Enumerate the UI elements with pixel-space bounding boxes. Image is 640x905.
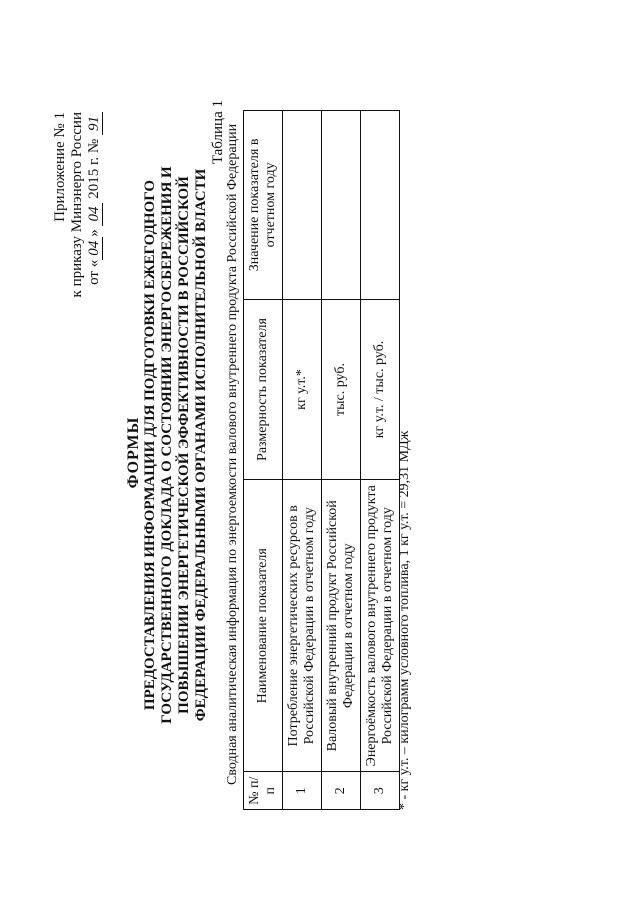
date-separator: » <box>86 225 102 237</box>
table-caption: Сводная аналитическая информация по энергоемкости валового внутреннего продукта Российской Федерации <box>225 123 240 785</box>
table-row <box>283 111 322 810</box>
row-num: 2 <box>322 772 361 810</box>
forms-title: ФОРМЫ <box>125 416 142 489</box>
row-value <box>283 111 322 300</box>
date-month: 04 <box>86 203 103 226</box>
date-day: 04 <box>86 237 103 260</box>
indicator-table <box>243 110 400 810</box>
table-number: Таблица 1 <box>210 100 226 165</box>
row-value <box>322 111 361 300</box>
row-unit: кг у.т. / тыс. руб. <box>361 299 400 479</box>
row-unit: кг у.т.* <box>283 299 322 479</box>
table-header-row <box>244 111 283 810</box>
header-unit: Размерность показателя <box>244 299 283 479</box>
table-row <box>322 111 361 810</box>
row-name: Валовый внутренний продукт Российской Федерации в отчетном году <box>322 480 361 772</box>
row-value <box>361 111 400 300</box>
header-name: Наименование показателя <box>244 480 283 772</box>
appendix-order-ref: к приказу Минэнерго России <box>69 112 85 298</box>
table-row <box>361 111 400 810</box>
row-name: Потребление энергетических ресурсов в Российской Федерации в отчетном году <box>283 480 322 772</box>
row-unit: тыс. руб. <box>322 299 361 479</box>
footnote: * - кг у.т. – килограмм условного топлива, 1 кг у.т. = 29,31 МДж <box>397 430 412 810</box>
appendix-date-line <box>86 112 103 297</box>
row-name: Энергоёмкость валового внутреннего продукта Российской Федерации в отчетном году <box>361 480 400 772</box>
header-num: № п/п <box>244 772 283 810</box>
appendix-block <box>52 112 103 297</box>
header-value: Значение показателя в отчетном году <box>244 111 283 300</box>
row-num: 3 <box>361 772 400 810</box>
row-num: 1 <box>283 772 322 810</box>
appendix-title: Приложение № 1 <box>52 112 68 222</box>
document-heading: ПРЕДОСТАВЛЕНИЯ ИНФОРМАЦИИ ДЛЯ ПОДГОТОВКИ ЕЖЕГОДНОГО ГОСУДАРСТВЕННОГО ДОКЛАДА О СОСТОЯНИИ ЭНЕРГОСБЕРЕЖЕНИЯ И ПОВЫШЕНИИ ЭНЕРГЕТИЧЕСКОЙ ЭФФЕКТИВНОСТИ В РОССИЙСКОЙ ФЕДЕРАЦИИ ФЕДЕРАЛЬНЫМИ ОРГАНАМИ ИСПОЛНИТЕЛЬНОЙ ВЛАСТИ <box>142 166 209 724</box>
date-prefix: от « <box>86 259 102 285</box>
date-year: 2015 г. № <box>86 135 102 203</box>
order-number: 91 <box>86 112 103 135</box>
